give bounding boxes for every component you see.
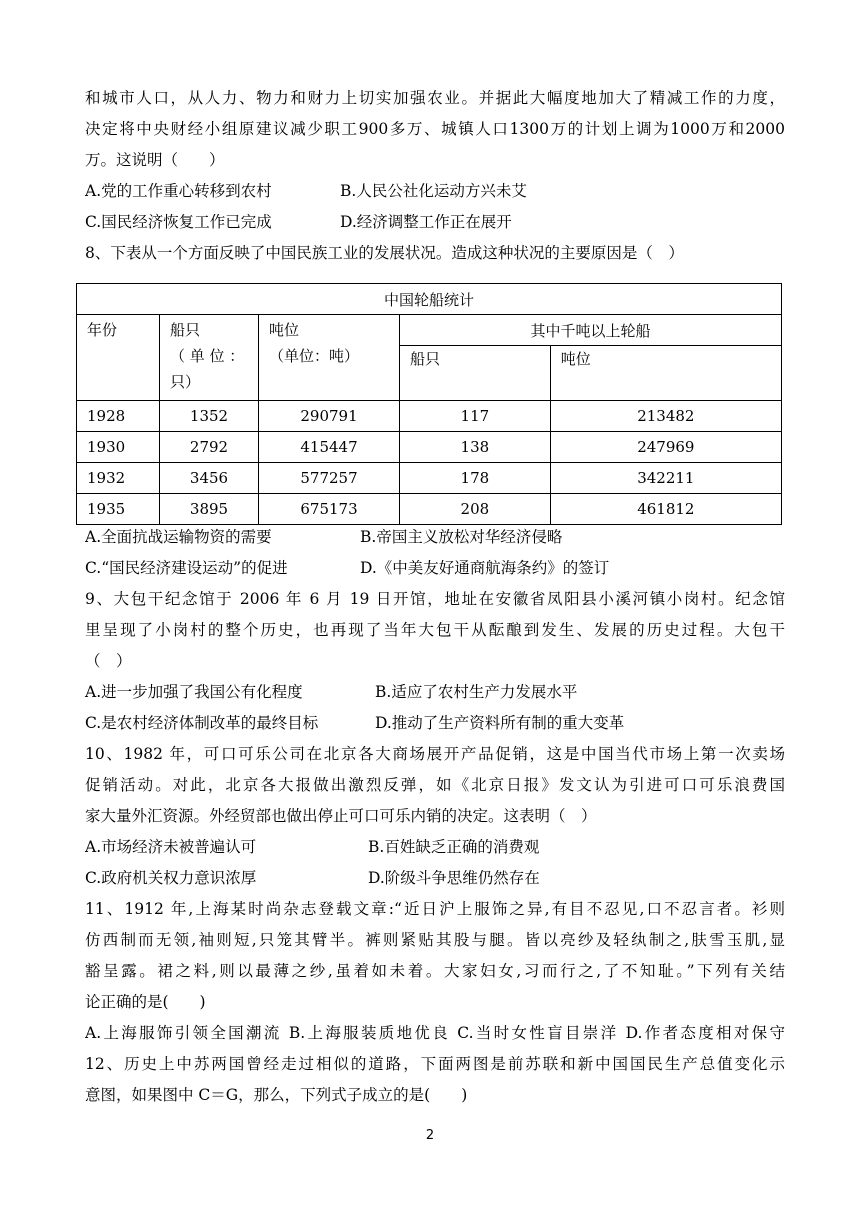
q7-options-row-1 (85, 177, 785, 205)
q12-line-1: 12、历史上中苏两国曾经走过相似的道路，下面两图是前苏联和新中国国民生产总值变化示 (85, 1055, 785, 1073)
q11-line-4: 论正确的是( ) (85, 993, 206, 1011)
header-ships-unit-2: 只） (170, 373, 201, 391)
q9-option-d: D.推动了生产资料所有制的重大变革 (375, 714, 625, 732)
q8-option-b: B.帝国主义放松对华经济侵略 (360, 528, 563, 546)
q9-option-b: B.适应了农村生产力发展水平 (375, 683, 578, 701)
header-tons (259, 315, 400, 401)
header-large-ship-count: 船只 (400, 346, 551, 401)
q11-line-3: 豁呈露。裙之料,则以最薄之纱,虽着如未着。大家妇女,习而行之,了不知耻。”下列有关结 (85, 962, 785, 980)
cell-large-tons: 213482 (550, 401, 781, 432)
q9-line-2: 里呈现了小岗村的整个历史，也再现了当年大包干从酝酿到发生、发展的历史过程。大包干 (85, 621, 785, 639)
cell-tons: 675173 (259, 494, 400, 525)
q12-line-2: 意图，如果图中 C＝G，那么，下列式子成立的是( ) (85, 1086, 468, 1104)
q7-option-a: A.党的工作重心转移到农村 (85, 182, 272, 200)
q9-option-a: A.进一步加强了我国公有化程度 (85, 683, 303, 701)
header-large-ships: 其中千吨以上轮船 (400, 315, 782, 346)
q7-option-b: B.人民公社化运动方兴未艾 (340, 182, 527, 200)
q8-stem: 8、下表从一个方面反映了中国民族工业的发展状况。造成这种状况的主要原因是（ ） (85, 244, 684, 262)
q7-line-3: 万。这说明（ ） (85, 151, 225, 169)
q10-options-row-2 (85, 864, 785, 892)
q9-line-3: （ ） (85, 652, 132, 670)
header-ships-unit-1: （ 单 位 ： (170, 347, 245, 365)
cell-large-tons: 461812 (550, 494, 781, 525)
table-row (77, 401, 782, 432)
cell-large-ships: 117 (400, 401, 551, 432)
cell-year: 1928 (77, 401, 160, 432)
q9-option-c: C.是农村经济体制改革的最终目标 (85, 714, 319, 732)
cell-ships: 1352 (160, 401, 259, 432)
cell-large-ships: 138 (400, 432, 551, 463)
q7-option-c: C.国民经济恢复工作已完成 (85, 213, 272, 231)
cell-large-tons: 247969 (550, 432, 781, 463)
page-number: 2 (425, 1128, 435, 1143)
q7-option-d: D.经济调整工作正在展开 (340, 213, 512, 231)
q11-line-2: 仿西制而无领,袖则短,只笼其臂半。裤则紧贴其股与腿。皆以亮纱及轻纨制之,肤雪玉肌,显 (85, 931, 785, 949)
q10-option-b: B.百姓缺乏正确的消费观 (368, 838, 540, 856)
table-row (77, 463, 782, 494)
q10-options-row-1 (85, 833, 785, 861)
q7-options-row-2 (85, 208, 785, 236)
header-year: 年份 (77, 315, 160, 401)
q9-line-1: 9、大包干纪念馆于 2006 年 6 月 19 日开馆，地址在安徽省凤阳县小溪河镇小岗村。纪念馆 (85, 590, 785, 608)
cell-large-ships: 208 (400, 494, 551, 525)
q9-options-row-1 (85, 678, 785, 706)
cell-tons: 290791 (259, 401, 400, 432)
q8-options-row-1 (85, 523, 785, 551)
header-tons-label: 吨位 (269, 321, 300, 339)
q7-line-1: 和城市人口，从人力、物力和财力上切实加强农业。并据此大幅度地加大了精减工作的力度， (85, 89, 785, 107)
q10-line-3: 家大量外汇资源。外经贸部也做出停止可口可乐内销的决定。这表明（ ） (85, 807, 597, 825)
cell-large-ships: 178 (400, 463, 551, 494)
question-block-bottom (85, 523, 785, 1112)
table-row (77, 494, 782, 525)
table-caption: 中国轮船统计 (77, 284, 782, 315)
q8-option-a: A.全面抗战运输物资的需要 (85, 528, 272, 546)
header-large-ship-tons: 吨位 (550, 346, 781, 401)
q10-option-d: D.阶级斗争思维仍然存在 (368, 869, 540, 887)
q7-line-2: 决定将中央财经小组原建议减少职工900多万、城镇人口1300万的计划上调为1000万和2000 (85, 120, 785, 138)
cell-year: 1932 (77, 463, 160, 494)
q11-options: A.上海服饰引领全国潮流 B.上海服装质地优良 C.当时女性盲目崇洋 D.作者态度相对保守 (85, 1024, 785, 1042)
q9-options-row-2 (85, 709, 785, 737)
cell-year: 1935 (77, 494, 160, 525)
cell-ships: 3456 (160, 463, 259, 494)
q8-option-c: C.“国民经济建设运动”的促进 (85, 559, 288, 577)
cell-ships: 3895 (160, 494, 259, 525)
header-ships (160, 315, 259, 401)
table-row (77, 432, 782, 463)
q8-options-row-2 (85, 554, 785, 582)
q11-line-1: 11、1912 年,上海某时尚杂志登载文章:“近日沪上服饰之异,有目不忍见,口不忍言者。衫则 (85, 900, 785, 918)
ship-statistics-table (76, 283, 782, 525)
cell-large-tons: 342211 (550, 463, 781, 494)
cell-year: 1930 (77, 432, 160, 463)
header-ships-label: 船只 (170, 321, 201, 339)
cell-ships: 2792 (160, 432, 259, 463)
q10-line-1: 10、1982 年，可口可乐公司在北京各大商场展开产品促销，这是中国当代市场上第一次卖场 (85, 745, 785, 763)
q10-option-a: A.市场经济未被普遍认可 (85, 838, 257, 856)
cell-tons: 415447 (259, 432, 400, 463)
q10-option-c: C.政府机关权力意识浓厚 (85, 869, 257, 887)
q8-option-d: D.《中美友好通商航海条约》的签订 (360, 559, 610, 577)
q10-line-2: 促销活动。对此，北京各大报做出激烈反弹，如《北京日报》发文认为引进可口可乐浪费国 (85, 776, 785, 794)
header-tons-unit: （单位：吨） (269, 347, 360, 365)
question-block-top (85, 84, 785, 270)
cell-tons: 577257 (259, 463, 400, 494)
